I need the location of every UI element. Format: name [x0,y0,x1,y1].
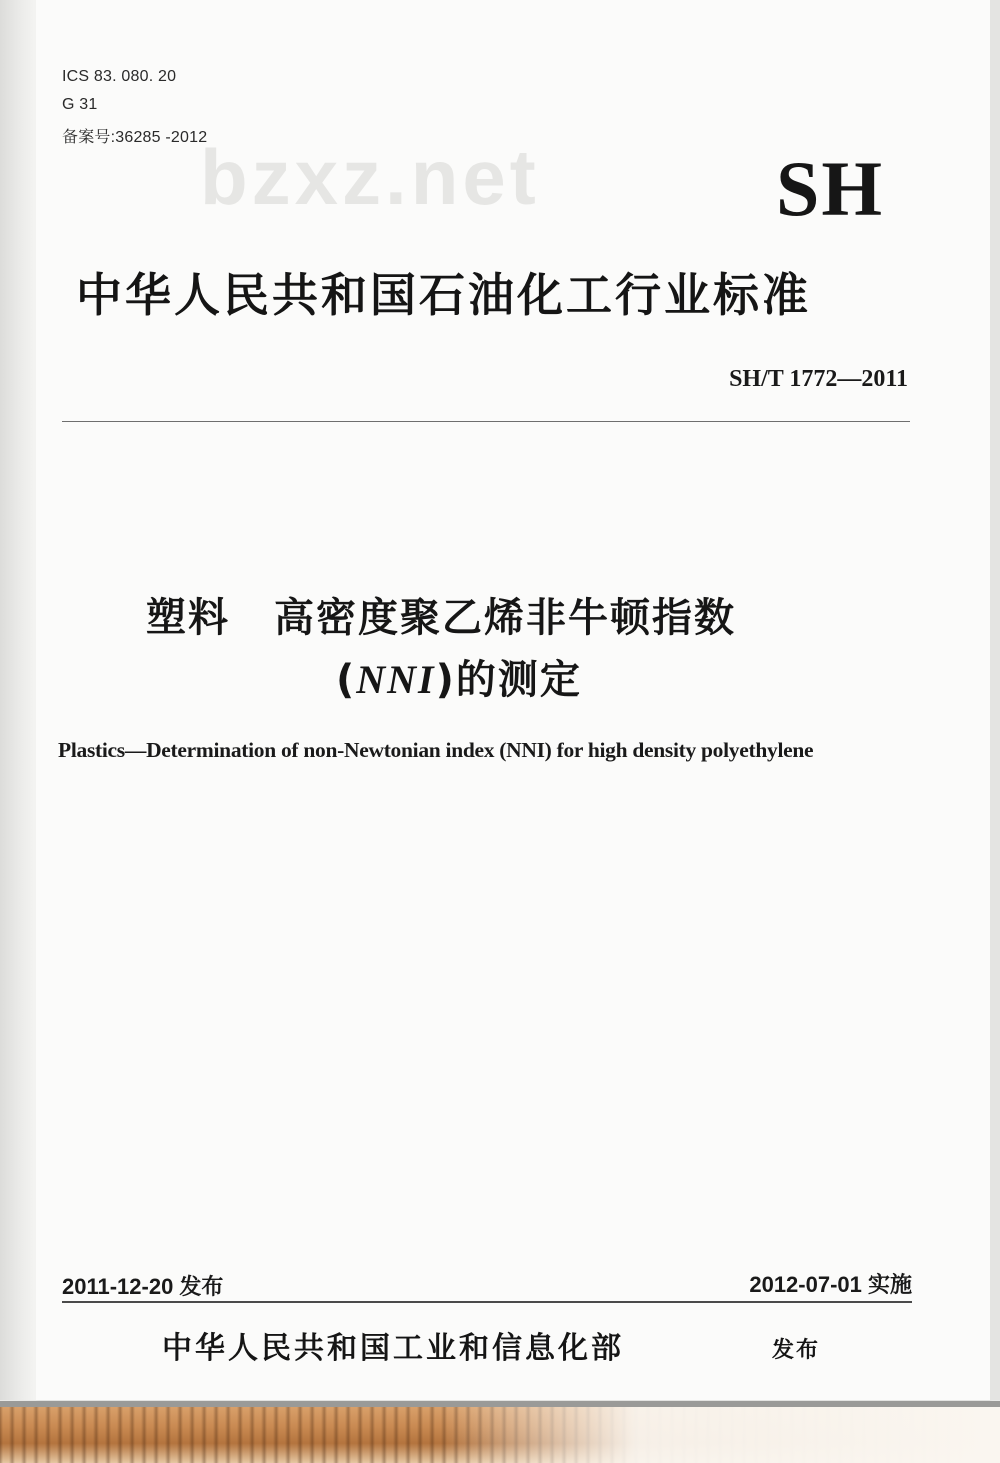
issuing-ministry: 中华人民共和国工业和信息化部 [162,1331,624,1366]
filing-number: 备案号:36285 -2012 [62,129,208,146]
english-title: Plastics—Determination of non-Newtonian index (NNI) for high density polyethylene [58,738,814,762]
standard-number: SH/T 1772—2011 [729,366,908,392]
chinese-title-part-2: 高密度聚乙烯非牛顿指数 [274,595,736,641]
background-photo-strip [0,1407,1000,1463]
ics-code: ICS 83. 080. 20 [62,68,177,85]
chinese-title-line-2 [336,657,582,703]
sh-logo: SH [776,145,885,232]
page-right-edge [990,0,1000,1400]
chinese-title-abbr: NNI [356,657,436,702]
chinese-title-line-1 [146,595,736,641]
ccs-code: G 31 [62,96,98,113]
implementation-date: 2012-07-01 实施 [749,1272,912,1297]
footer-divider [62,1301,912,1303]
chinese-title-part-1: 塑料 [146,595,230,641]
watermark: bzxz.net [200,133,540,221]
chinese-title-close: )的测定 [435,657,582,703]
publish-label: 发布 [772,1338,821,1363]
header-divider [62,421,910,422]
chinese-title-open-paren: ( [336,657,357,703]
page-left-edge [0,0,36,1400]
standard-category-title: 中华人民共和国石油化工行业标准 [76,268,811,322]
issue-date: 2011-12-20 发布 [62,1274,224,1299]
